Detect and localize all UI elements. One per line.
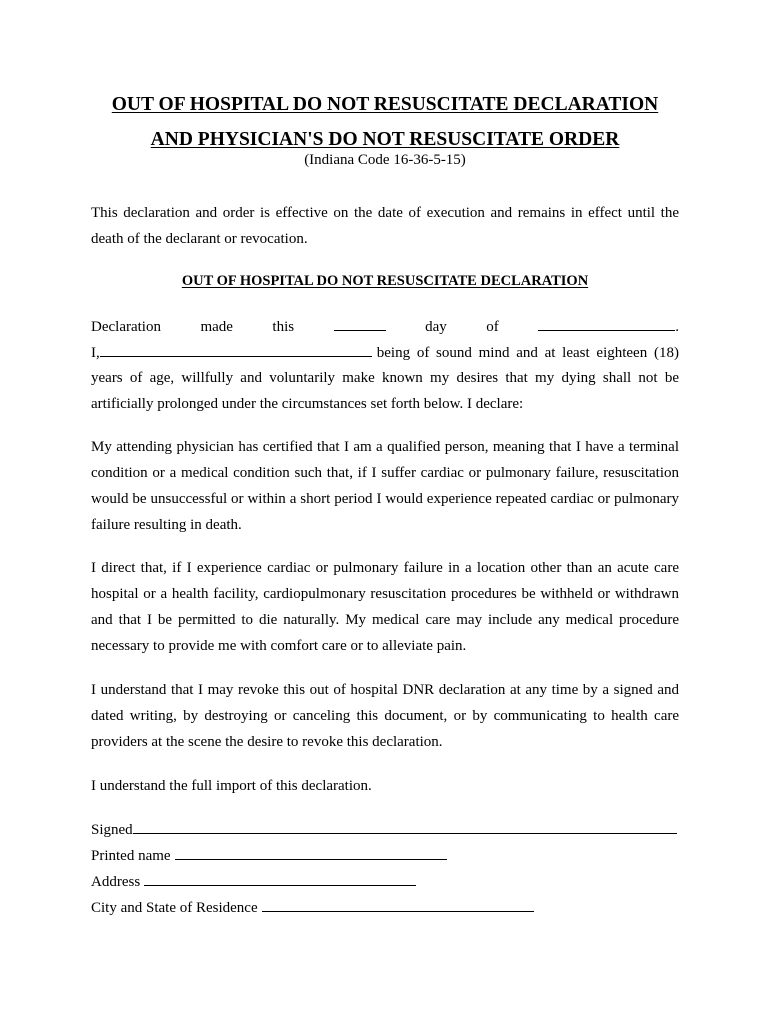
i-prefix: I, [91, 345, 100, 361]
made-word: made [200, 319, 233, 335]
word: of [416, 345, 430, 361]
declarant-name-line [91, 339, 679, 366]
address-label: Address [91, 874, 141, 890]
printed-name-label: Printed name [91, 848, 171, 864]
physician-paragraph: My attending physician has certified that I am a qualified person, meaning that I have a terminal condition or a medical condition such that, if I suffer cardiac or pulmonary failure, resuscitation would be unsuccessful or within a short period I would experience repeated cardiac or pulmonary failure resulting in death. [91, 439, 679, 533]
end-period: . [675, 319, 679, 335]
title-line-2: AND PHYSICIAN'S DO NOT RESUSCITATE ORDER [150, 129, 620, 150]
address-blank[interactable] [144, 868, 416, 886]
printed-name-blank[interactable] [175, 842, 447, 860]
intro-paragraph: This declaration and order is effective on the date of execution and remains in effect until the death of the declarant or revocation. [91, 205, 679, 247]
address-field [91, 868, 416, 895]
citation: (Indiana Code 16-36-5-15) [304, 152, 466, 168]
declaration-word: Declaration [91, 319, 161, 335]
word: sound [436, 345, 472, 361]
declarant-continuation: years of age, willfully and voluntarily make known my desires that my dying shall not be artificially prolonged under the circumstances set forth below. I declare: [91, 370, 679, 412]
of-word: of [486, 319, 499, 335]
declaration-date-line [91, 313, 679, 340]
word: being [376, 345, 411, 361]
word: least [562, 345, 590, 361]
signed-field [91, 816, 677, 843]
signed-label: Signed [91, 822, 133, 838]
word: eighteen [596, 345, 648, 361]
revocation-paragraph: I understand that I may revoke this out of hospital DNR declaration at any time by a signed and dated writing, by destroying or canceling this document, or by communicating to health care providers at the scene the desire to revoke this declaration. [91, 682, 679, 750]
direction-paragraph: I direct that, if I experience cardiac or pulmonary failure in a location other than an acute care hospital or a health facility, cardiopulmonary resuscitation procedures be withheld or withdrawn and that I be permitted to die naturally. My medical care may include any medical procedure necessary to provide me with comfort care or to alleviate pain. [91, 560, 679, 654]
printed-name-field [91, 842, 447, 869]
day-blank[interactable] [334, 313, 386, 331]
sound-mind-words [377, 340, 679, 366]
this-word: this [272, 319, 295, 335]
understanding-paragraph: I understand the full import of this declaration. [91, 778, 372, 794]
city-state-field [91, 894, 534, 921]
word: (18) [653, 345, 679, 361]
declarant-name-blank[interactable] [100, 339, 372, 357]
city-state-blank[interactable] [262, 894, 534, 912]
month-year-blank[interactable] [538, 313, 675, 331]
city-state-label: City and State of Residence [91, 900, 258, 916]
word: and [516, 345, 538, 361]
word: mind [478, 345, 510, 361]
section-heading: OUT OF HOSPITAL DO NOT RESUSCITATE DECLARATION [181, 273, 589, 289]
word: at [544, 345, 556, 361]
signature-blank[interactable] [133, 816, 677, 834]
day-word: day [425, 319, 447, 335]
month-year-field [538, 313, 679, 340]
title-line-1: OUT OF HOSPITAL DO NOT RESUSCITATE DECLARATION [111, 94, 659, 115]
